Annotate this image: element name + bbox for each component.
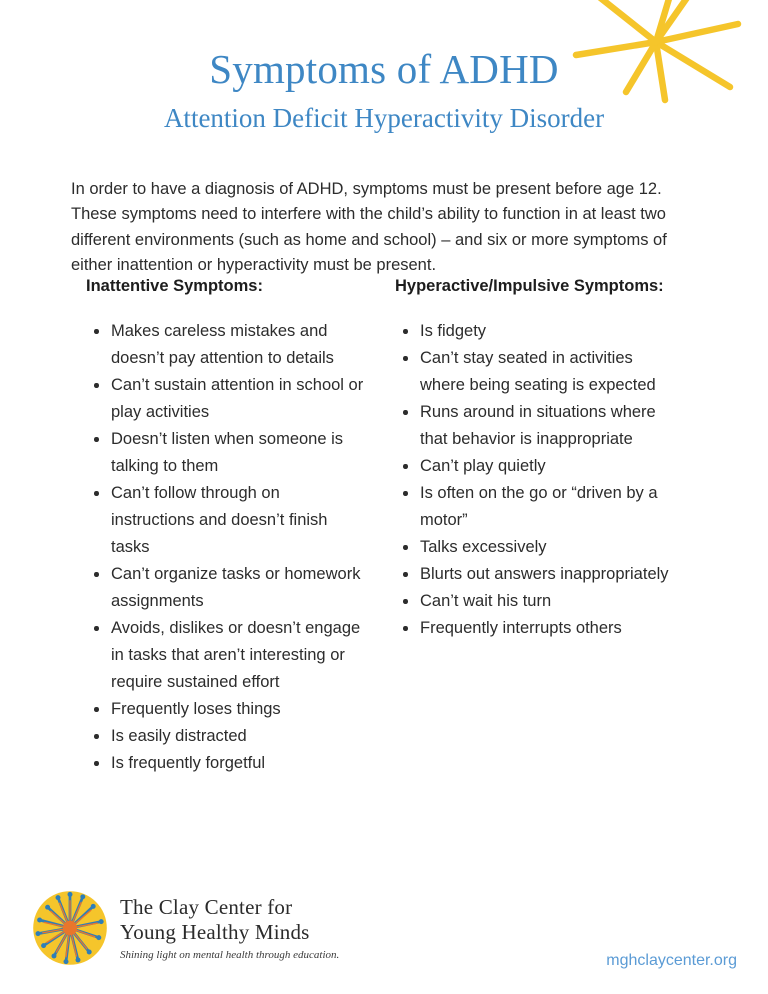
website-url[interactable]: mghclaycenter.org: [606, 952, 737, 969]
list-item-label: Can’t follow through on instructions and doesn’t finish tasks: [111, 484, 328, 556]
footer: [0, 884, 768, 994]
list-item: [86, 750, 366, 777]
intro-paragraph: In order to have a diagnosis of ADHD, symptoms must be present before age 12. These symptoms need to interfere with the child’s ability to function in at least two different environments (such as home and school) – and six or more symptoms of either inattention or hyperactivity must be present.: [71, 179, 667, 274]
bullet-icon: [403, 545, 408, 550]
bullet-icon: [403, 329, 408, 334]
logo-line-1: The Clay Center for: [120, 895, 293, 919]
list-item-label: Can’t sustain attention in school or play activities: [111, 376, 364, 421]
list-item-label: Frequently loses things: [111, 700, 281, 718]
list-item: [395, 399, 675, 453]
page-title: Symptoms of ADHD: [209, 46, 559, 92]
bullet-icon: [94, 626, 99, 631]
bullet-icon: [94, 491, 99, 496]
bullet-icon: [403, 464, 408, 469]
list-item: [86, 696, 366, 723]
list-item: [395, 453, 675, 480]
list-item: [86, 480, 366, 561]
list-item: [86, 426, 366, 480]
symptom-list-inattentive: [86, 318, 366, 777]
bullet-icon: [94, 329, 99, 334]
list-item-label: Avoids, dislikes or doesn’t engage in tasks that aren’t interesting or require sustained effort: [111, 619, 361, 691]
list-item: [395, 345, 675, 399]
bullet-icon: [94, 734, 99, 739]
list-item-label: Is fidgety: [420, 322, 487, 340]
bullet-icon: [94, 761, 99, 766]
list-item-label: Frequently interrupts others: [420, 619, 622, 637]
logo-wordmark: [120, 893, 339, 963]
logo-tagline: Shining light on mental health through education.: [120, 949, 340, 961]
list-item: [86, 723, 366, 750]
logo-line-2: Young Healthy Minds: [120, 920, 310, 944]
bullet-icon: [403, 491, 408, 496]
list-item-label: Is often on the go or “driven by a motor”: [420, 484, 658, 529]
list-item-label: Can’t organize tasks or homework assignments: [111, 565, 361, 610]
bullet-icon: [403, 572, 408, 577]
list-item: [395, 480, 675, 534]
symptom-columns: [0, 276, 768, 836]
list-item-label: Blurts out answers inappropriately: [420, 565, 669, 583]
column-inattentive: [86, 276, 366, 777]
list-item: [86, 615, 366, 696]
list-item: [395, 588, 675, 615]
bullet-icon: [403, 356, 408, 361]
list-item-label: Talks excessively: [420, 538, 547, 556]
list-item-label: Runs around in situations where that behavior is inappropriate: [420, 403, 656, 448]
list-item-label: Can’t stay seated in activities where being seating is expected: [420, 349, 656, 394]
bullet-icon: [94, 707, 99, 712]
page-subtitle: Attention Deficit Hyperactivity Disorder: [163, 103, 605, 133]
list-item-label: Is frequently forgetful: [111, 754, 266, 772]
title-block: [0, 46, 768, 134]
bullet-icon: [94, 383, 99, 388]
bullet-icon: [403, 599, 408, 604]
list-item-label: Makes careless mistakes and doesn’t pay attention to details: [111, 322, 334, 367]
list-item-label: Doesn’t listen when someone is talking to them: [111, 430, 344, 475]
list-item: [395, 318, 675, 345]
list-item: [86, 372, 366, 426]
list-item-label: Can’t play quietly: [420, 457, 546, 475]
column-heading-hyperactive: Hyperactive/Impulsive Symptoms:: [395, 277, 664, 295]
list-item-label: Can’t wait his turn: [420, 592, 552, 610]
column-heading-inattentive: Inattentive Symptoms:: [86, 277, 263, 295]
bullet-icon: [403, 626, 408, 631]
bullet-icon: [403, 410, 408, 415]
list-item: [86, 318, 366, 372]
list-item: [86, 561, 366, 615]
symptom-list-hyperactive: [395, 318, 675, 642]
bullet-icon: [94, 437, 99, 442]
column-hyperactive-impulsive: [395, 276, 675, 642]
bullet-icon: [94, 572, 99, 577]
clay-center-sunburst-logo-icon: [30, 888, 110, 968]
list-item: [395, 561, 675, 588]
clay-center-logo[interactable]: [30, 888, 339, 968]
list-item: [395, 615, 675, 642]
list-item: [395, 534, 675, 561]
list-item-label: Is easily distracted: [111, 727, 247, 745]
